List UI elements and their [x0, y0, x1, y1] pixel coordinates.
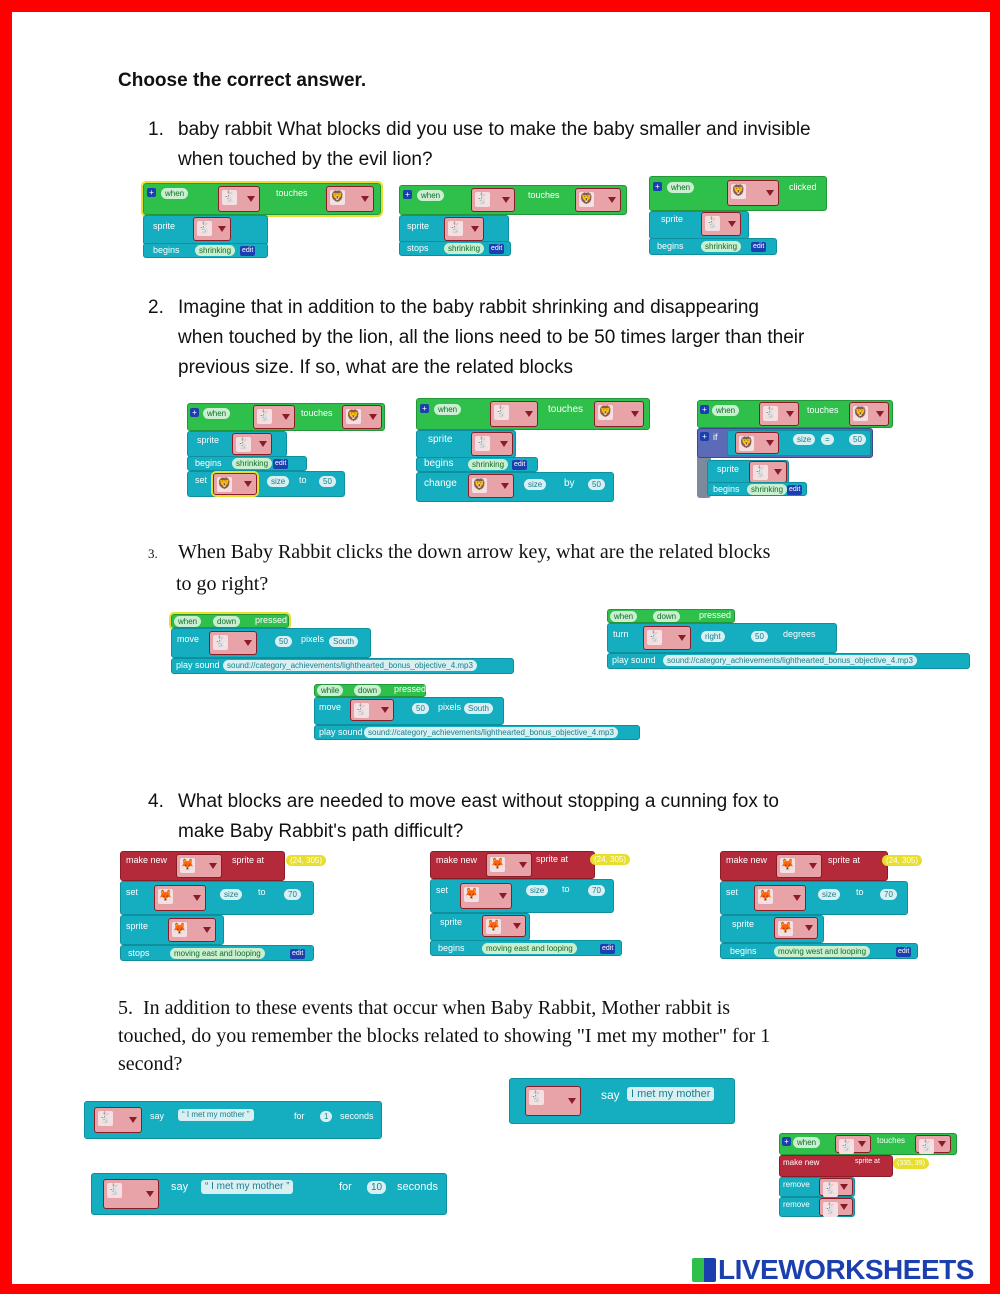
fox-sprite-icon: 🦊 [460, 883, 512, 909]
rabbit-sprite-icon: 🐇 [490, 401, 538, 427]
rabbit-sprite-icon: 🐇 [94, 1107, 142, 1133]
fox-sprite-icon: 🦊 [754, 885, 806, 911]
rabbit-sprite-icon: 🐇 [103, 1179, 159, 1209]
fox-sprite-icon: 🦊 [482, 915, 526, 937]
lion-sprite-icon: 🦁 [342, 405, 382, 429]
rabbit-sprite-icon: 🐇 [819, 1178, 853, 1196]
lion-sprite-icon: 🦁 [735, 432, 779, 454]
lion-sprite-icon: 🦁 [213, 473, 257, 495]
q3-option-c[interactable]: while down pressed move 🐇 50 pixels South play sound sound://category_achievements/lighthearted_bonus_objective_4.mp3 [314, 684, 642, 742]
rabbit-sprite-icon: 🐇 [471, 188, 515, 212]
q1-option-c[interactable]: + when 🦁 clicked sprite 🐇 begins shrinking edit [649, 176, 829, 258]
logo-icon [692, 1258, 716, 1282]
rabbit-sprite-icon: 🐇 [749, 461, 787, 483]
rabbit-sprite-icon: 🐇 [253, 405, 295, 429]
q5-option-b[interactable]: 🐇 say I met my mother [509, 1078, 737, 1126]
rabbit-sprite-icon: 🐇 [525, 1086, 581, 1116]
q3-option-a[interactable]: when down pressed move 🐇 50 pixels South play sound sound://category_achievements/lighthearted_bonus_objective_4.mp3 [171, 614, 516, 676]
q2-option-c[interactable]: + when 🐇 touches 🦁 + if 🦁 size = 50 sprite 🐇 begins shrinking edit [697, 400, 895, 500]
question-5: 5. In addition to these events that occur when Baby Rabbit, Mother rabbit is touched, do you remember the blocks related to showing "I met my mother" for 1 second? [118, 997, 771, 1075]
lion-sprite-icon: 🦁 [468, 474, 514, 498]
q5-option-a[interactable]: 🐇 say “ I met my mother ” for 1 seconds [84, 1101, 384, 1141]
fox-sprite-icon: 🦊 [774, 917, 818, 939]
rabbit-sprite-icon: 🐇 [350, 699, 394, 721]
lion-sprite-icon: 🦁 [727, 180, 779, 206]
q2-option-b[interactable]: + when 🐇 touches 🦁 sprite 🐇 begins shrinking edit change 🦁 size by 50 [416, 398, 652, 504]
q4-option-c[interactable]: make new 🦊 sprite at (24, 305) set 🦊 size to 70 sprite 🦊 begins moving west and looping edit [720, 851, 946, 961]
rabbit-sprite-icon: 🐇 [209, 631, 257, 655]
instructions-heading: Choose the correct answer. [118, 70, 367, 91]
rabbit-sprite-icon: 🐇 [471, 432, 513, 456]
fox-sprite-icon: 🦊 [154, 885, 206, 911]
liveworksheets-logo: LIVEWORKSHEETS [692, 1254, 974, 1286]
fox-sprite-icon: 🦊 [776, 854, 822, 878]
lion-sprite-icon: 🦁 [849, 402, 889, 426]
q1-option-b[interactable]: + when 🐇 touches 🦁 sprite 🐇 stops shrinking edit [399, 185, 627, 257]
fox-sprite-icon: 🦊 [486, 853, 532, 877]
lion-sprite-icon: 🦁 [594, 401, 644, 427]
q4-option-b[interactable]: make new 🦊 sprite at (24, 305) set 🦊 size to 70 sprite 🦊 begins moving east and looping edit [430, 851, 652, 959]
rabbit-sprite-icon: 🐇 [643, 626, 691, 650]
question-2: 2. Imagine that in addition to the baby rabbit shrinking and disappearing when touched by the lion, all the lions need to be 50 times larger than their previous size. If so, what are the related blocks [148, 297, 805, 378]
q4-option-a[interactable]: make new 🦊 sprite at (24, 305) set 🦊 size to 70 sprite 🦊 stops moving east and looping edit [120, 851, 336, 963]
mother-rabbit-sprite-icon: 🐇 [819, 1198, 853, 1216]
rabbit-sprite-icon: 🐇 [835, 1135, 871, 1153]
q2-option-a[interactable]: + when 🐇 touches 🦁 sprite 🐇 begins shrinking edit set 🦁 size to 50 [187, 403, 387, 498]
question-1: 1. baby rabbit What blocks did you use to make the baby smaller and invisible when touched by the evil lion? [148, 119, 811, 170]
rabbit-sprite-icon: 🐇 [193, 217, 231, 241]
rabbit-sprite-icon: 🐇 [232, 433, 272, 455]
fox-sprite-icon: 🦊 [176, 854, 222, 878]
fox-sprite-icon: 🦊 [168, 918, 216, 942]
q1-option-a[interactable]: + when 🐇 touches 🦁 sprite 🐇 begins shrinking edit [143, 183, 383, 259]
rabbit-sprite-icon: 🐇 [218, 186, 260, 212]
rabbit-sprite-icon: 🐇 [701, 212, 741, 236]
rabbit-sprite-icon: 🐇 [444, 217, 484, 241]
q3-option-b[interactable]: when down pressed turn 🐇 right 50 degrees play sound sound://category_achievements/lighthearted_bonus_objective_4.mp3 [607, 609, 972, 671]
lion-sprite-icon: 🦁 [326, 186, 374, 212]
mother-rabbit-sprite-icon: 🐇 [915, 1135, 951, 1153]
q5-option-c[interactable]: 🐇 say “ I met my mother ” for 10 seconds [91, 1173, 449, 1217]
rabbit-sprite-icon: 🐇 [759, 402, 799, 426]
question-3: 3. When Baby Rabbit clicks the down arrow key, what are the related blocks to go right? [148, 541, 771, 595]
q5-option-d[interactable]: + when 🐇 touches 🐇 make new sprite at (335, 39) remove 🐇 remove 🐇 [779, 1133, 959, 1219]
question-4: 4. What blocks are needed to move east without stopping a cunning fox to make Baby Rabbit's path difficult? [148, 791, 779, 842]
lion-sprite-icon: 🦁 [575, 188, 621, 212]
